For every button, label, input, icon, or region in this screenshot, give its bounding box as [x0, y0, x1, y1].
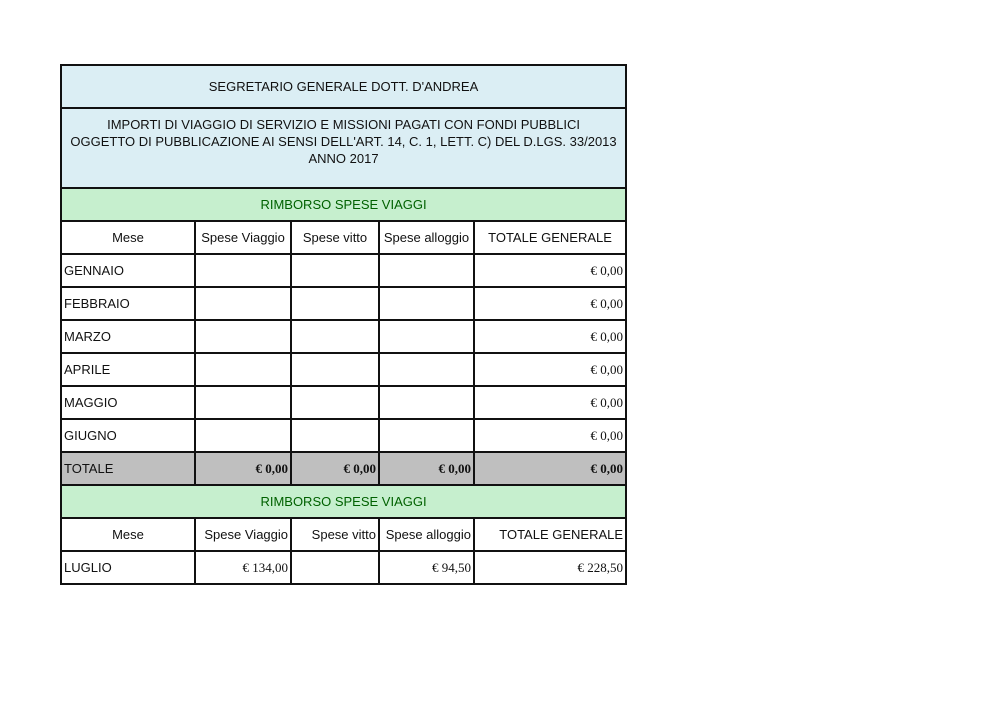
header-spese-viaggio[interactable]: Spese Viaggio [195, 518, 291, 551]
month-cell[interactable]: MARZO [61, 320, 195, 353]
total-totale-cell[interactable]: € 0,00 [474, 452, 626, 485]
expense-table [60, 64, 627, 585]
total-viaggio-cell[interactable]: € 0,00 [195, 452, 291, 485]
month-cell[interactable]: GIUGNO [61, 419, 195, 452]
viaggio-cell[interactable] [195, 353, 291, 386]
table-row [61, 551, 626, 584]
alloggio-cell[interactable] [379, 320, 474, 353]
header-totale-generale[interactable]: TOTALE GENERALE [474, 518, 626, 551]
header-mese[interactable]: Mese [61, 221, 195, 254]
vitto-cell[interactable] [291, 386, 379, 419]
viaggio-cell[interactable] [195, 386, 291, 419]
vitto-cell[interactable] [291, 254, 379, 287]
document-subtitle[interactable] [61, 108, 626, 188]
viaggio-cell[interactable] [195, 254, 291, 287]
header-mese[interactable]: Mese [61, 518, 195, 551]
table-row [61, 320, 626, 353]
total-vitto-cell[interactable]: € 0,00 [291, 452, 379, 485]
header-spese-alloggio[interactable]: Spese alloggio [379, 221, 474, 254]
month-cell[interactable]: GENNAIO [61, 254, 195, 287]
month-cell[interactable]: APRILE [61, 353, 195, 386]
vitto-cell[interactable] [291, 419, 379, 452]
subtitle-row [61, 108, 626, 188]
alloggio-cell[interactable] [379, 353, 474, 386]
viaggio-cell[interactable] [195, 287, 291, 320]
totale-cell[interactable]: € 228,50 [474, 551, 626, 584]
table-row [61, 419, 626, 452]
header-totale-generale[interactable]: TOTALE GENERALE [474, 221, 626, 254]
header-spese-vitto[interactable]: Spese vitto [291, 518, 379, 551]
totale-cell[interactable]: € 0,00 [474, 419, 626, 452]
total-alloggio-cell[interactable]: € 0,00 [379, 452, 474, 485]
total-label-cell[interactable]: TOTALE [61, 452, 195, 485]
table-row [61, 254, 626, 287]
total-row [61, 452, 626, 485]
page-title[interactable]: SEGRETARIO GENERALE DOTT. D'ANDREA [61, 65, 626, 108]
month-cell[interactable]: FEBBRAIO [61, 287, 195, 320]
section-title-2[interactable]: RIMBORSO SPESE VIAGGI [61, 485, 626, 518]
viaggio-cell[interactable] [195, 419, 291, 452]
column-header-row [61, 518, 626, 551]
subtitle-line-2: OGGETTO DI PUBBLICAZIONE AI SENSI DELL'ART. 14, C. 1, LETT. C) DEL D.LGS. 33/2013 [70, 134, 617, 149]
table-row [61, 386, 626, 419]
vitto-cell[interactable] [291, 320, 379, 353]
table-row [61, 353, 626, 386]
vitto-cell[interactable] [291, 353, 379, 386]
vitto-cell[interactable] [291, 551, 379, 584]
totale-cell[interactable]: € 0,00 [474, 320, 626, 353]
totale-cell[interactable]: € 0,00 [474, 386, 626, 419]
vitto-cell[interactable] [291, 287, 379, 320]
alloggio-cell[interactable]: € 94,50 [379, 551, 474, 584]
subtitle-line-3: ANNO 2017 [308, 151, 379, 166]
header-spese-viaggio[interactable]: Spese Viaggio [195, 221, 291, 254]
viaggio-cell[interactable]: € 134,00 [195, 551, 291, 584]
alloggio-cell[interactable] [379, 419, 474, 452]
header-spese-vitto[interactable]: Spese vitto [291, 221, 379, 254]
totale-cell[interactable]: € 0,00 [474, 254, 626, 287]
alloggio-cell[interactable] [379, 254, 474, 287]
alloggio-cell[interactable] [379, 287, 474, 320]
header-spese-alloggio[interactable]: Spese alloggio [379, 518, 474, 551]
totale-cell[interactable]: € 0,00 [474, 287, 626, 320]
month-cell[interactable]: MAGGIO [61, 386, 195, 419]
section-header-row [61, 188, 626, 221]
column-header-row [61, 221, 626, 254]
title-row [61, 65, 626, 108]
table-row [61, 287, 626, 320]
alloggio-cell[interactable] [379, 386, 474, 419]
section-header-row [61, 485, 626, 518]
subtitle-line-1: IMPORTI DI VIAGGIO DI SERVIZIO E MISSIONI PAGATI CON FONDI PUBBLICI [107, 117, 580, 132]
totale-cell[interactable]: € 0,00 [474, 353, 626, 386]
section-title-1[interactable]: RIMBORSO SPESE VIAGGI [61, 188, 626, 221]
month-cell[interactable]: LUGLIO [61, 551, 195, 584]
viaggio-cell[interactable] [195, 320, 291, 353]
